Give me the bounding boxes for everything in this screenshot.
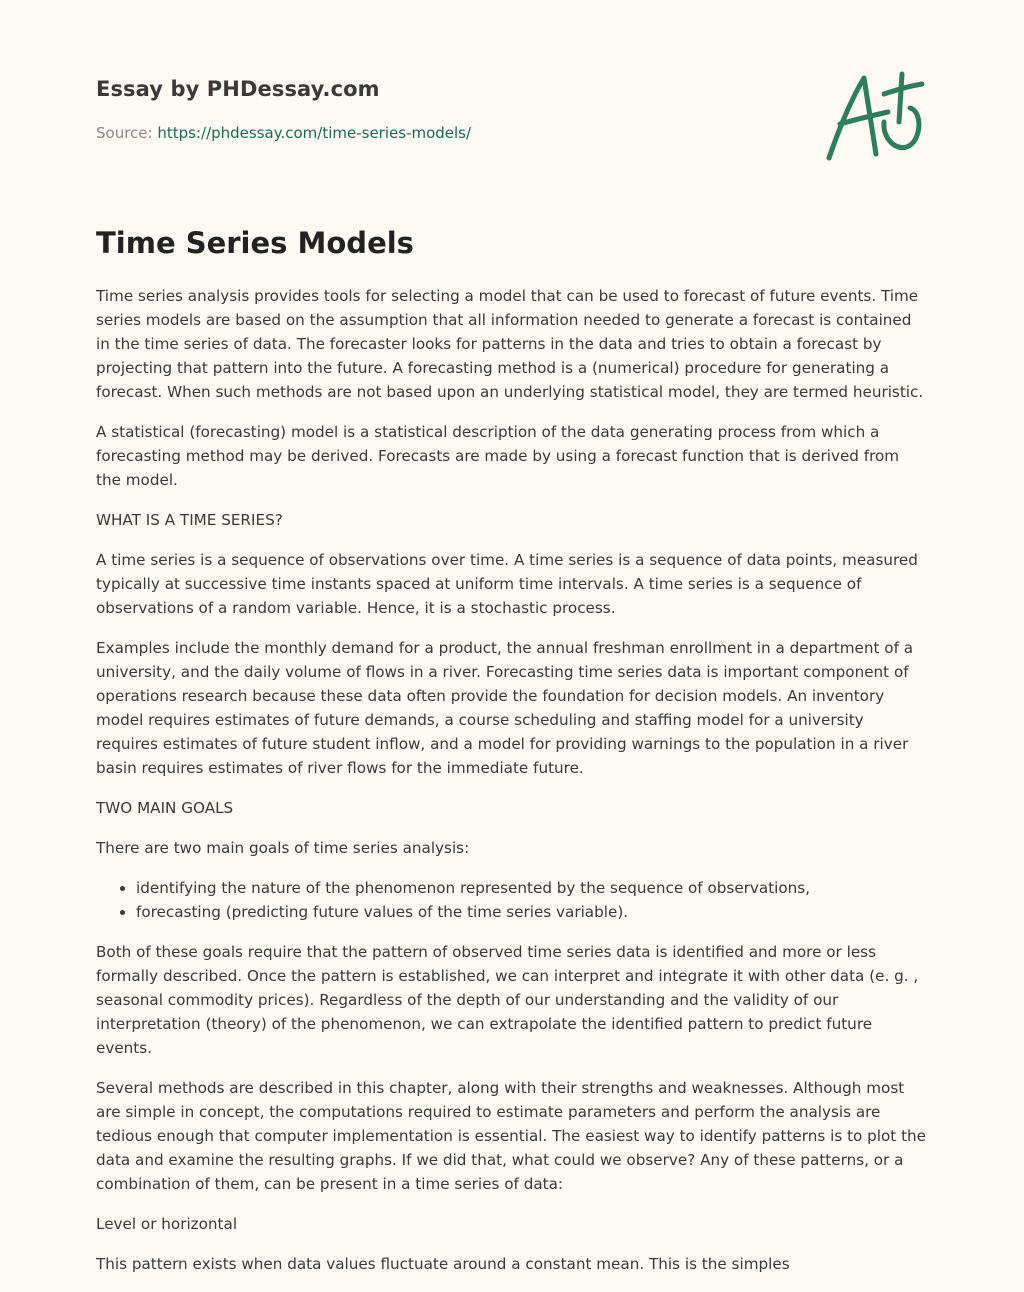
paragraph-statistical-model: A statistical (forecasting) model is a statistical description of the data generating process from which a forecasting method may be derived. Forecasts are made by using a forecast function that is derived from the model.: [96, 423, 900, 489]
source-label: Source:: [96, 124, 153, 142]
essay-title: Time Series Models: [96, 226, 414, 260]
list-item: • forecasting (predicting future values of the time series variable).: [136, 900, 928, 924]
source-link[interactable]: https://phdessay.com/time-series-models/: [157, 124, 472, 142]
paragraph-intro: Time series analysis provides tools for selecting a model that can be used to forecast of future events. Time series models are based on the assumption that all information needed to generate a forecast is contained in the time series of data. The forecaster looks for patterns in the data and tries to obtain a forecast by projecting that pattern into the future. A forecasting method is a (numerical) procedure for generating a forecast. When such methods are not based upon an underlying statistical model, they are termed heuristic.: [96, 287, 924, 401]
paragraph-definition: A time series is a sequence of observations over time. A time series is a sequence of data points, measured typically at successive time instants spaced at uniform time intervals. A time series is a sequence of observations of a random variable. Hence, it is a stochastic process.: [96, 551, 918, 617]
paragraph-goals-intro: There are two main goals of time series analysis:: [96, 839, 470, 857]
heading-level-horizontal: Level or horizontal: [96, 1215, 238, 1233]
heading-what-is-time-series: WHAT IS A TIME SERIES?: [96, 511, 283, 529]
paragraph-methods: Several methods are described in this chapter, along with their strengths and weaknesses. Although most are simple in concept, the computations required to estimate parameters and perform the analysis are tedious enough that computer implementation is essential. The easiest way to identify patterns is to plot the data and examine the resulting graphs. If we did that, what could we observe? Any of these patterns, or a combination of them, can be present in a time series of data:: [96, 1079, 927, 1193]
goals-list: [96, 876, 928, 924]
paragraph-level: This pattern exists when data values fluctuate around a constant mean. This is the simples: [96, 1255, 790, 1273]
heading-two-main-goals: TWO MAIN GOALS: [96, 799, 234, 817]
a-plus-logo-icon: [818, 66, 930, 166]
paragraph-examples: Examples include the monthly demand for a product, the annual freshman enrollment in a department of a university, and the daily volume of flows in a river. Forecasting time series data is important component of operations research because these data often provide the foundation for decision models. An inventory model requires estimates of future demands, a course scheduling and staffing model for a university requires estimates of future student inflow, and a model for providing warnings to the population in a river basin requires estimates of river flows for the immediate future.: [96, 639, 914, 777]
source-line: [96, 124, 471, 142]
site-title: Essay by PHDessay.com: [96, 77, 380, 101]
list-item: • identifying the nature of the phenomenon represented by the sequence of observations,: [136, 876, 928, 900]
paragraph-pattern: Both of these goals require that the pattern of observed time series data is identified and more or less formally described. Once the pattern is established, we can interpret and integrate it with other data (e. g. , seasonal commodity prices). Regardless of the depth of our understanding and the validity of our interpretation (theory) of the phenomenon, we can extrapolate the identified pattern to predict future events.: [96, 943, 919, 1057]
essay-body: [96, 284, 928, 1292]
